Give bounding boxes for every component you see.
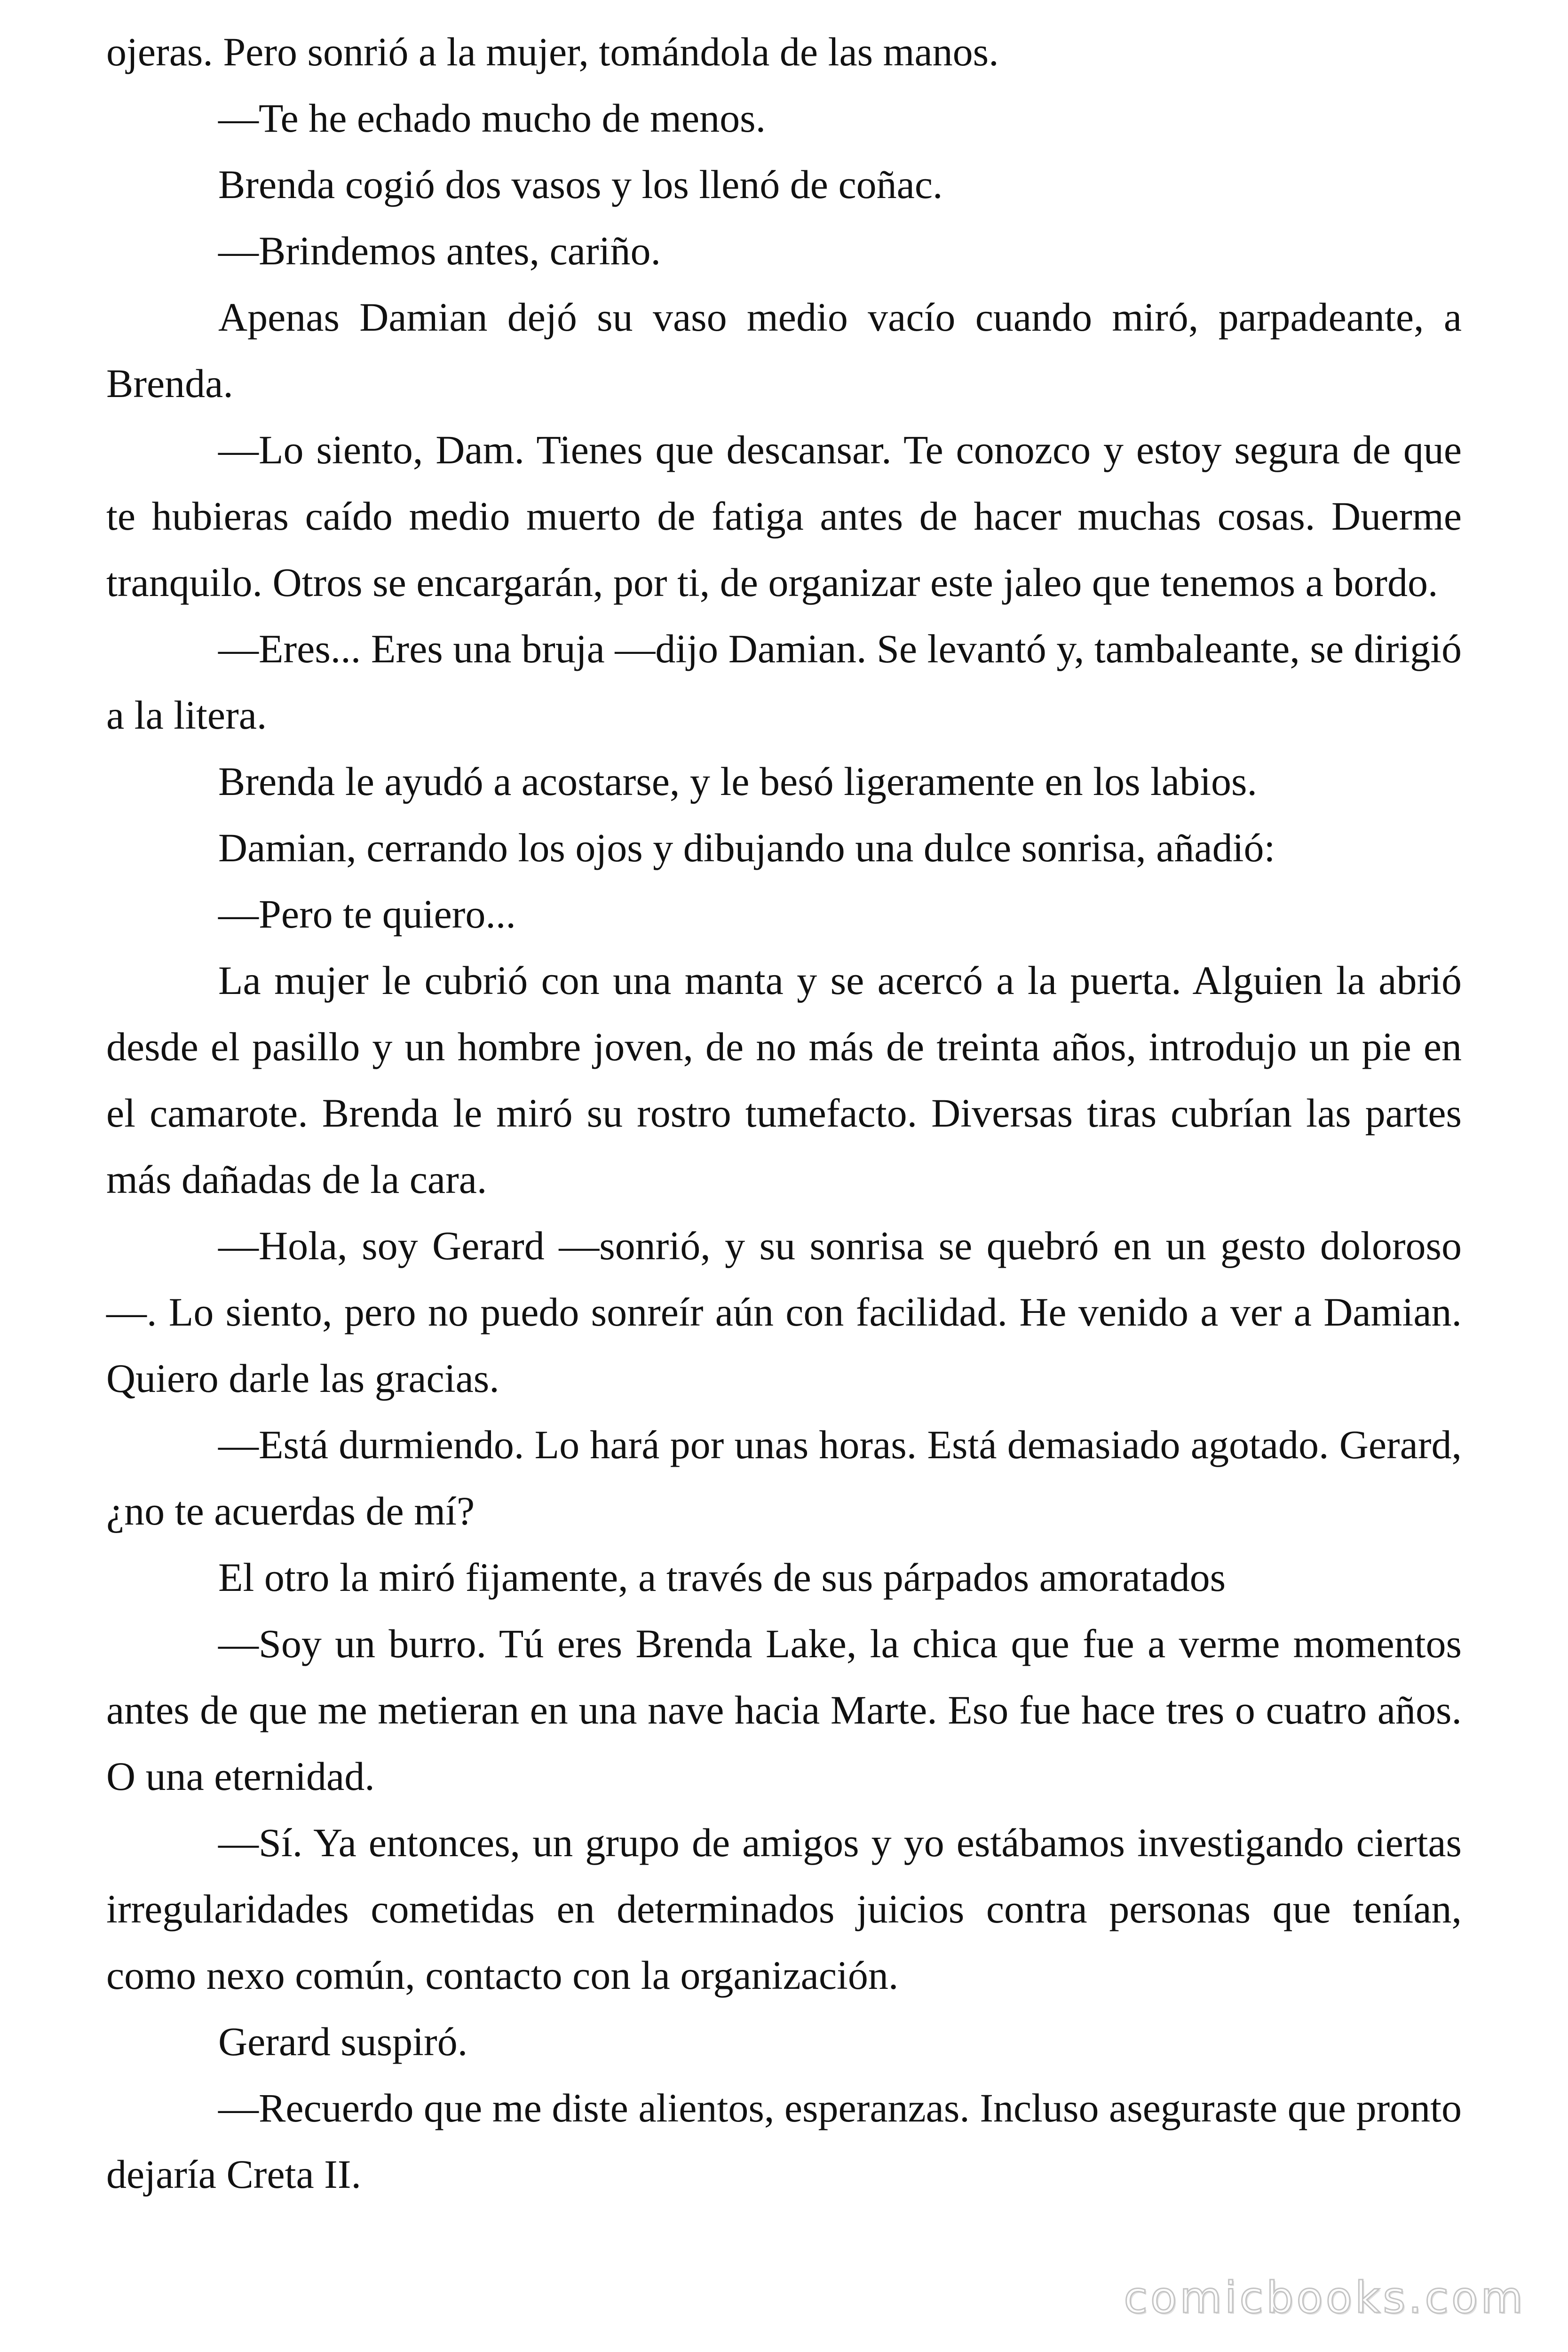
body-text bbox=[106, 19, 1462, 2208]
paragraph-7: —Eres... Eres una bruja —dijo Damian. Se levantó y, tambaleante, se dirigió a la litera. bbox=[106, 626, 1462, 738]
paragraph-8: Brenda le ayudó a acostarse, y le besó ligeramente en los labios. bbox=[218, 759, 1257, 804]
paragraph-12: —Hola, soy Gerard —sonrió, y su sonrisa se quebró en un gesto doloroso—. Lo siento, pero no puedo sonreír aún con facilidad. He venido a ver a Damian. Quiero darle las gracias. bbox=[106, 1223, 1462, 1401]
paragraph-10: —Pero te quiero... bbox=[218, 891, 516, 937]
paragraph-17: Gerard suspiró. bbox=[218, 2019, 468, 2064]
paragraph-1: ojeras. Pero sonrió a la mujer, tomándola de las manos. bbox=[106, 29, 999, 74]
paragraph-14: El otro la miró fijamente, a través de sus párpados amoratados bbox=[218, 1555, 1226, 1600]
paragraph-11: La mujer le cubrió con una manta y se acercó a la puerta. Alguien la abrió desde el pasillo y un hombre joven, de no más de treinta años, introdujo un pie en el camarote. Brenda le miró su rostro tumefacto. Diversas tiras cubrían las partes más dañadas de la cara. bbox=[106, 958, 1462, 1202]
paragraph-4: —Brindemos antes, cariño. bbox=[218, 228, 661, 273]
paragraph-9: Damian, cerrando los ojos y dibujando una dulce sonrisa, añadió: bbox=[218, 825, 1275, 870]
paragraph-5: Apenas Damian dejó su vaso medio vacío cuando miró, parpadeante, a Brenda. bbox=[106, 294, 1462, 406]
paragraph-6: —Lo siento, Dam. Tienes que descansar. Te conozco y estoy segura de que te hubieras caído medio muerto de fatiga antes de hacer muchas cosas. Duerme tranquilo. Otros se encargarán, por ti, de organizar este jaleo que tenemos a bordo. bbox=[106, 427, 1462, 605]
paragraph-3: Brenda cogió dos vasos y los llenó de coñac. bbox=[218, 162, 943, 207]
paragraph-18: —Recuerdo que me diste alientos, esperanzas. Incluso aseguraste que pronto dejaría Creta II. bbox=[106, 2085, 1462, 2197]
paragraph-16: —Sí. Ya entonces, un grupo de amigos y yo estábamos investigando ciertas irregularidades cometidas en determinados juicios contra personas que tenían, como nexo común, contacto con la organización. bbox=[106, 1820, 1462, 1998]
watermark: comicbooks.com bbox=[1124, 2273, 1526, 2323]
paragraph-15: —Soy un burro. Tú eres Brenda Lake, la chica que fue a verme momentos antes de que me metieran en una nave hacia Marte. Eso fue hace tres o cuatro años. O una eternidad. bbox=[106, 1621, 1462, 1799]
paragraph-2: —Te he echado mucho de menos. bbox=[218, 95, 766, 141]
paragraph-13: —Está durmiendo. Lo hará por unas horas. Está demasiado agotado. Gerard, ¿no te acuerdas de mí? bbox=[106, 1422, 1462, 1534]
